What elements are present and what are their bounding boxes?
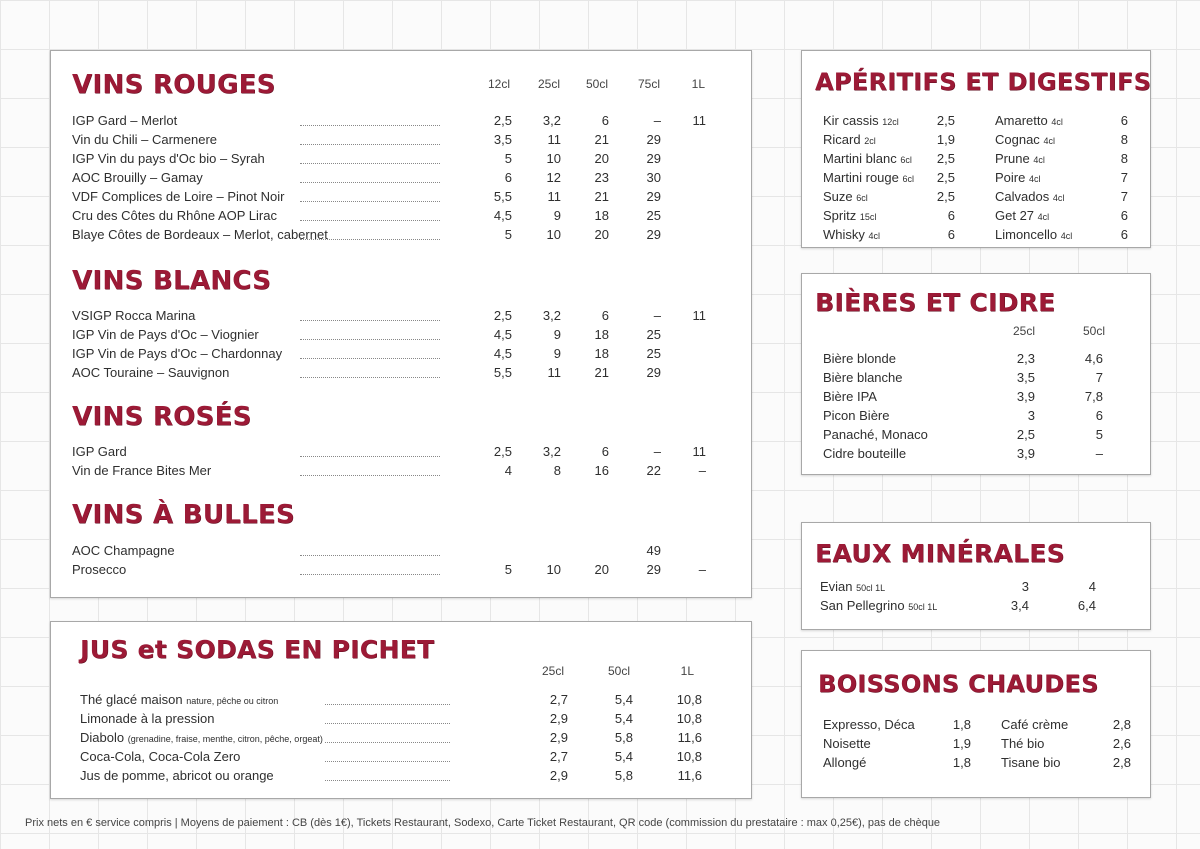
wine-price: 29: [646, 189, 661, 204]
aperitif-size: 4cl: [1060, 231, 1073, 241]
aperitif-item: [995, 207, 1049, 226]
wine-price: 49: [646, 543, 661, 558]
hot-drink-name: Allongé: [823, 755, 867, 770]
juice-row: [80, 729, 323, 748]
aperitif-price: 2,5: [936, 170, 955, 185]
wine-price: 3,2: [542, 113, 561, 128]
wine-price: 20: [594, 562, 609, 577]
aperitifs-title: APÉRITIFS ET DIGESTIFS: [815, 68, 1152, 96]
wine-name: IGP Vin de Pays d'Oc – Viognier: [72, 327, 259, 342]
beer-header-25cl: 25cl: [1012, 324, 1035, 338]
wine-price: 22: [646, 463, 661, 478]
wine-price: –: [653, 444, 661, 459]
aperitif-item: [823, 131, 876, 150]
beer-price: 7: [1095, 370, 1103, 385]
aperitif-item: [995, 226, 1072, 245]
wine-price: 11: [547, 365, 561, 380]
hot-drink-name: Thé bio: [1001, 736, 1045, 751]
beer-name: Panaché, Monaco: [823, 427, 928, 442]
aperitif-size: 4cl: [1037, 212, 1050, 222]
dot-leader: [325, 742, 450, 743]
aperitif-price: 7: [1120, 170, 1128, 185]
dot-leader: [300, 182, 440, 183]
dot-leader: [300, 163, 440, 164]
juice-name: Diabolo: [80, 730, 125, 745]
wine-name: Vin du Chili – Carmenere: [72, 132, 217, 147]
wine-price: 5: [504, 562, 512, 577]
dot-leader: [300, 377, 440, 378]
juice-row: [80, 748, 240, 765]
wine-price: 10: [546, 227, 561, 242]
wine-price: 18: [594, 208, 609, 223]
wine-price: 25: [646, 346, 661, 361]
wine-header-75cl: 75cl: [637, 77, 660, 91]
water-size: 50cl 1L: [908, 602, 938, 612]
wine-price: 10: [546, 562, 561, 577]
dot-leader: [300, 320, 440, 321]
aperitif-name: Limoncello: [995, 227, 1058, 242]
aperitif-item: [823, 188, 868, 207]
juice-price: 11,6: [677, 730, 702, 745]
wine-section-title: VINS ROSÉS: [72, 402, 252, 432]
aperitif-item: [823, 226, 880, 245]
aperitif-price: 6: [1120, 227, 1128, 242]
dot-leader: [300, 555, 440, 556]
aperitif-name: Get 27: [995, 208, 1035, 223]
juice-name: Coca-Cola, Coca-Cola Zero: [80, 749, 241, 764]
juice-price: 2,9: [549, 711, 568, 726]
aperitif-item: [823, 112, 899, 131]
wine-price: 16: [594, 463, 609, 478]
aperitif-price: 2,5: [936, 113, 955, 128]
juice-row: [80, 691, 278, 710]
beer-price: 2,5: [1016, 427, 1035, 442]
wine-section-title: VINS À BULLES: [72, 500, 295, 530]
wine-price: 9: [553, 327, 561, 342]
wine-price: 21: [594, 189, 609, 204]
wine-price: 12: [546, 170, 561, 185]
wine-price: 29: [646, 365, 661, 380]
water-name: Evian: [820, 579, 853, 594]
aperitif-item: [995, 131, 1055, 150]
aperitif-price: 7: [1120, 189, 1128, 204]
hot-drink-price: 2,6: [1112, 736, 1131, 751]
wine-price: 29: [646, 227, 661, 242]
aperitif-size: 12cl: [882, 117, 899, 127]
beer-price: 4,6: [1084, 351, 1103, 366]
dot-leader: [300, 220, 440, 221]
wine-header-50cl: 50cl: [585, 77, 608, 91]
wine-price: 10: [546, 151, 561, 166]
wine-price: 6: [601, 113, 609, 128]
water-item: [820, 597, 937, 616]
wine-header-1l: 1L: [691, 77, 705, 91]
hot-drink-price: 2,8: [1112, 717, 1131, 732]
aperitif-size: 6cl: [902, 174, 915, 184]
juice-price: 10,8: [676, 711, 702, 726]
wine-section-title: VINS BLANCS: [72, 266, 272, 296]
beer-name: Bière blanche: [823, 370, 903, 385]
aperitif-item: [995, 188, 1064, 207]
juice-price: 11,6: [677, 768, 702, 783]
wine-price: 11: [692, 113, 706, 128]
wine-price: 3,5: [493, 132, 512, 147]
dot-leader: [300, 339, 440, 340]
juice-price: 5,8: [614, 768, 633, 783]
wine-price: 6: [504, 170, 512, 185]
wine-header-12cl: 12cl: [487, 77, 510, 91]
juice-header-25cl: 25cl: [541, 664, 564, 678]
water-price: 4: [1088, 579, 1096, 594]
juices-title: JUS et SODAS EN PICHET: [80, 635, 435, 664]
aperitif-name: Spritz: [823, 208, 857, 223]
water-price: 6,4: [1077, 598, 1096, 613]
wine-price: 5,5: [493, 365, 512, 380]
wine-name: Prosecco: [72, 562, 127, 577]
wine-price: 9: [553, 208, 561, 223]
beer-price: 6: [1095, 408, 1103, 423]
hot-drink-name: Noisette: [823, 736, 871, 751]
aperitif-name: Martini blanc: [823, 151, 897, 166]
hot-drink-name: Expresso, Déca: [823, 717, 915, 732]
wine-name: Cru des Côtes du Rhône AOP Lirac: [72, 208, 277, 223]
aperitif-price: 8: [1120, 132, 1128, 147]
wine-price: 8: [553, 463, 561, 478]
wine-price: 3,2: [542, 308, 561, 323]
aperitif-price: 6: [1120, 113, 1128, 128]
juice-name: Jus de pomme, abricot ou orange: [80, 768, 274, 783]
hot-drink-price: 1,8: [952, 717, 971, 732]
wine-price: 2,5: [493, 444, 512, 459]
waters-title: EAUX MINÉRALES: [815, 539, 1065, 568]
beer-header-50cl: 50cl: [1082, 324, 1105, 338]
beer-name: Picon Bière: [823, 408, 890, 423]
wine-price: 9: [553, 346, 561, 361]
juice-price: 2,7: [549, 749, 568, 764]
aperitif-price: 2,5: [936, 189, 955, 204]
wine-price: –: [653, 113, 661, 128]
juice-name: Thé glacé maison: [80, 692, 183, 707]
juice-detail: nature, pêche ou citron: [186, 696, 279, 706]
wine-price: 11: [692, 444, 706, 459]
dot-leader: [325, 704, 450, 705]
aperitif-size: 6cl: [900, 155, 912, 165]
aperitif-size: 6cl: [856, 193, 868, 203]
beer-price: 2,3: [1016, 351, 1035, 366]
aperitif-name: Whisky: [823, 227, 865, 242]
juice-price: 5,4: [614, 692, 633, 707]
aperitif-size: 4cl: [1051, 117, 1063, 127]
juice-row: [80, 710, 214, 727]
wine-price: 30: [646, 170, 661, 185]
aperitif-name: Kir cassis: [823, 113, 879, 128]
wine-price: 5: [504, 227, 512, 242]
beer-price: 3,9: [1016, 446, 1035, 461]
wine-name: AOC Touraine – Sauvignon: [72, 365, 230, 380]
beer-name: Bière IPA: [823, 389, 877, 404]
aperitif-size: 15cl: [859, 212, 877, 222]
beer-price: –: [1095, 446, 1103, 461]
aperitif-name: Amaretto: [995, 113, 1048, 128]
wine-price: –: [698, 463, 706, 478]
juice-header-50cl: 50cl: [607, 664, 630, 678]
juice-detail: (grenadine, fraise, menthe, citron, pêche, orgeat): [127, 734, 323, 744]
wine-price: 3,2: [542, 444, 561, 459]
hot-drink-price: 1,8: [952, 755, 971, 770]
aperitif-item: [995, 169, 1041, 188]
wine-price: 5: [504, 151, 512, 166]
wine-price: 18: [594, 327, 609, 342]
wine-price: 29: [646, 151, 661, 166]
aperitif-name: Poire: [995, 170, 1026, 185]
beer-name: Cidre bouteille: [823, 446, 907, 461]
wine-price: 21: [594, 132, 609, 147]
dot-leader: [325, 723, 450, 724]
aperitif-item: [995, 112, 1063, 131]
dot-leader: [300, 475, 440, 476]
hot-drinks-title: BOISSONS CHAUDES: [818, 670, 1099, 698]
dot-leader: [300, 125, 440, 126]
aperitif-size: 4cl: [868, 231, 881, 241]
wine-price: –: [698, 562, 706, 577]
aperitif-name: Prune: [995, 151, 1030, 166]
wine-price: –: [653, 308, 661, 323]
wine-price: 25: [646, 327, 661, 342]
water-price: 3: [1021, 579, 1029, 594]
wine-price: 29: [646, 562, 661, 577]
wine-name: VDF Complices de Loire – Pinot Noir: [72, 189, 285, 204]
payment-footer: Prix nets en € service compris | Moyens de paiement : CB (dès 1€), Tickets Restaurant, Sodexo, Carte Ticket Restaurant, QR code (commission du prestataire : max 0,25€), pas de chèque: [25, 817, 941, 829]
aperitif-price: 6: [947, 227, 955, 242]
wine-name: IGP Vin du pays d'Oc bio – Syrah: [72, 151, 265, 166]
wine-price: 11: [692, 308, 706, 323]
dot-leader: [325, 761, 450, 762]
juice-price: 5,8: [614, 730, 633, 745]
juice-row: [80, 767, 274, 784]
juice-price: 5,4: [614, 749, 633, 764]
aperitif-size: 2cl: [864, 136, 876, 146]
wine-price: 21: [594, 365, 609, 380]
wine-price: 2,5: [493, 113, 512, 128]
wine-name: Vin de France Bites Mer: [72, 463, 212, 478]
beers-title: BIÈRES ET CIDRE: [815, 288, 1056, 317]
wine-name: Blaye Côtes de Bordeaux – Merlot, cabernet: [72, 227, 328, 242]
dot-leader: [300, 456, 440, 457]
aperitif-price: 6: [1120, 208, 1128, 223]
beer-price: 3,9: [1016, 389, 1035, 404]
aperitif-price: 6: [947, 208, 955, 223]
wine-price: 29: [646, 132, 661, 147]
wine-price: 5,5: [493, 189, 512, 204]
wine-name: IGP Gard: [72, 444, 127, 459]
hot-drink-price: 1,9: [952, 736, 971, 751]
aperitif-item: [995, 150, 1045, 169]
aperitif-item: [823, 150, 912, 169]
juice-header-1l: 1L: [680, 664, 694, 678]
water-price: 3,4: [1010, 598, 1029, 613]
wine-name: IGP Gard – Merlot: [72, 113, 178, 128]
wine-price: 4,5: [493, 208, 512, 223]
aperitif-price: 1,9: [936, 132, 955, 147]
water-item: [820, 578, 885, 597]
wine-price: 20: [594, 151, 609, 166]
juice-price: 10,8: [676, 749, 702, 764]
aperitif-name: Ricard: [823, 132, 861, 147]
juice-price: 2,9: [549, 730, 568, 745]
aperitif-size: 4cl: [1028, 174, 1041, 184]
aperitif-name: Suze: [823, 189, 853, 204]
hot-drink-price: 2,8: [1112, 755, 1131, 770]
wine-price: 4,5: [493, 327, 512, 342]
water-name: San Pellegrino: [820, 598, 905, 613]
juice-price: 5,4: [614, 711, 633, 726]
juice-price: 10,8: [676, 692, 702, 707]
beer-price: 3,5: [1016, 370, 1035, 385]
wine-price: 25: [646, 208, 661, 223]
dot-leader: [300, 144, 440, 145]
dot-leader: [300, 358, 440, 359]
beer-price: 5: [1095, 427, 1103, 442]
wine-price: 23: [594, 170, 609, 185]
wine-price: 2,5: [493, 308, 512, 323]
beer-price: 3: [1027, 408, 1035, 423]
wine-price: 18: [594, 346, 609, 361]
dot-leader: [300, 574, 440, 575]
wine-name: IGP Vin de Pays d'Oc – Chardonnay: [72, 346, 283, 361]
dot-leader: [325, 780, 450, 781]
hot-drink-name: Café crème: [1001, 717, 1069, 732]
juice-price: 2,9: [549, 768, 568, 783]
aperitif-name: Martini rouge: [823, 170, 899, 185]
aperitif-name: Calvados: [995, 189, 1050, 204]
aperitif-name: Cognac: [995, 132, 1040, 147]
aperitif-size: 4cl: [1043, 136, 1055, 146]
wine-price: 11: [547, 189, 561, 204]
juice-price: 2,7: [549, 692, 568, 707]
wine-header-25cl: 25cl: [537, 77, 560, 91]
beer-price: 7,8: [1084, 389, 1103, 404]
aperitif-size: 4cl: [1052, 193, 1065, 203]
aperitif-price: 8: [1120, 151, 1128, 166]
wine-price: 4: [504, 463, 512, 478]
beer-name: Bière blonde: [823, 351, 896, 366]
water-size: 50cl 1L: [856, 583, 886, 593]
wine-price: 20: [594, 227, 609, 242]
juice-name: Limonade à la pression: [80, 711, 215, 726]
dot-leader: [300, 201, 440, 202]
wine-price: 4,5: [493, 346, 512, 361]
wine-price: 6: [601, 308, 609, 323]
wine-name: AOC Champagne: [72, 543, 175, 558]
wine-name: VSIGP Rocca Marina: [72, 308, 196, 323]
wine-price: 6: [601, 444, 609, 459]
aperitif-item: [823, 207, 876, 226]
dot-leader: [300, 239, 440, 240]
aperitif-item: [823, 169, 914, 188]
aperitif-price: 2,5: [936, 151, 955, 166]
wine-price: 11: [547, 132, 561, 147]
wine-name: AOC Brouilly – Gamay: [72, 170, 203, 185]
hot-drink-name: Tisane bio: [1001, 755, 1061, 770]
aperitif-size: 4cl: [1033, 155, 1045, 165]
wine-section-title: VINS ROUGES: [72, 70, 276, 100]
